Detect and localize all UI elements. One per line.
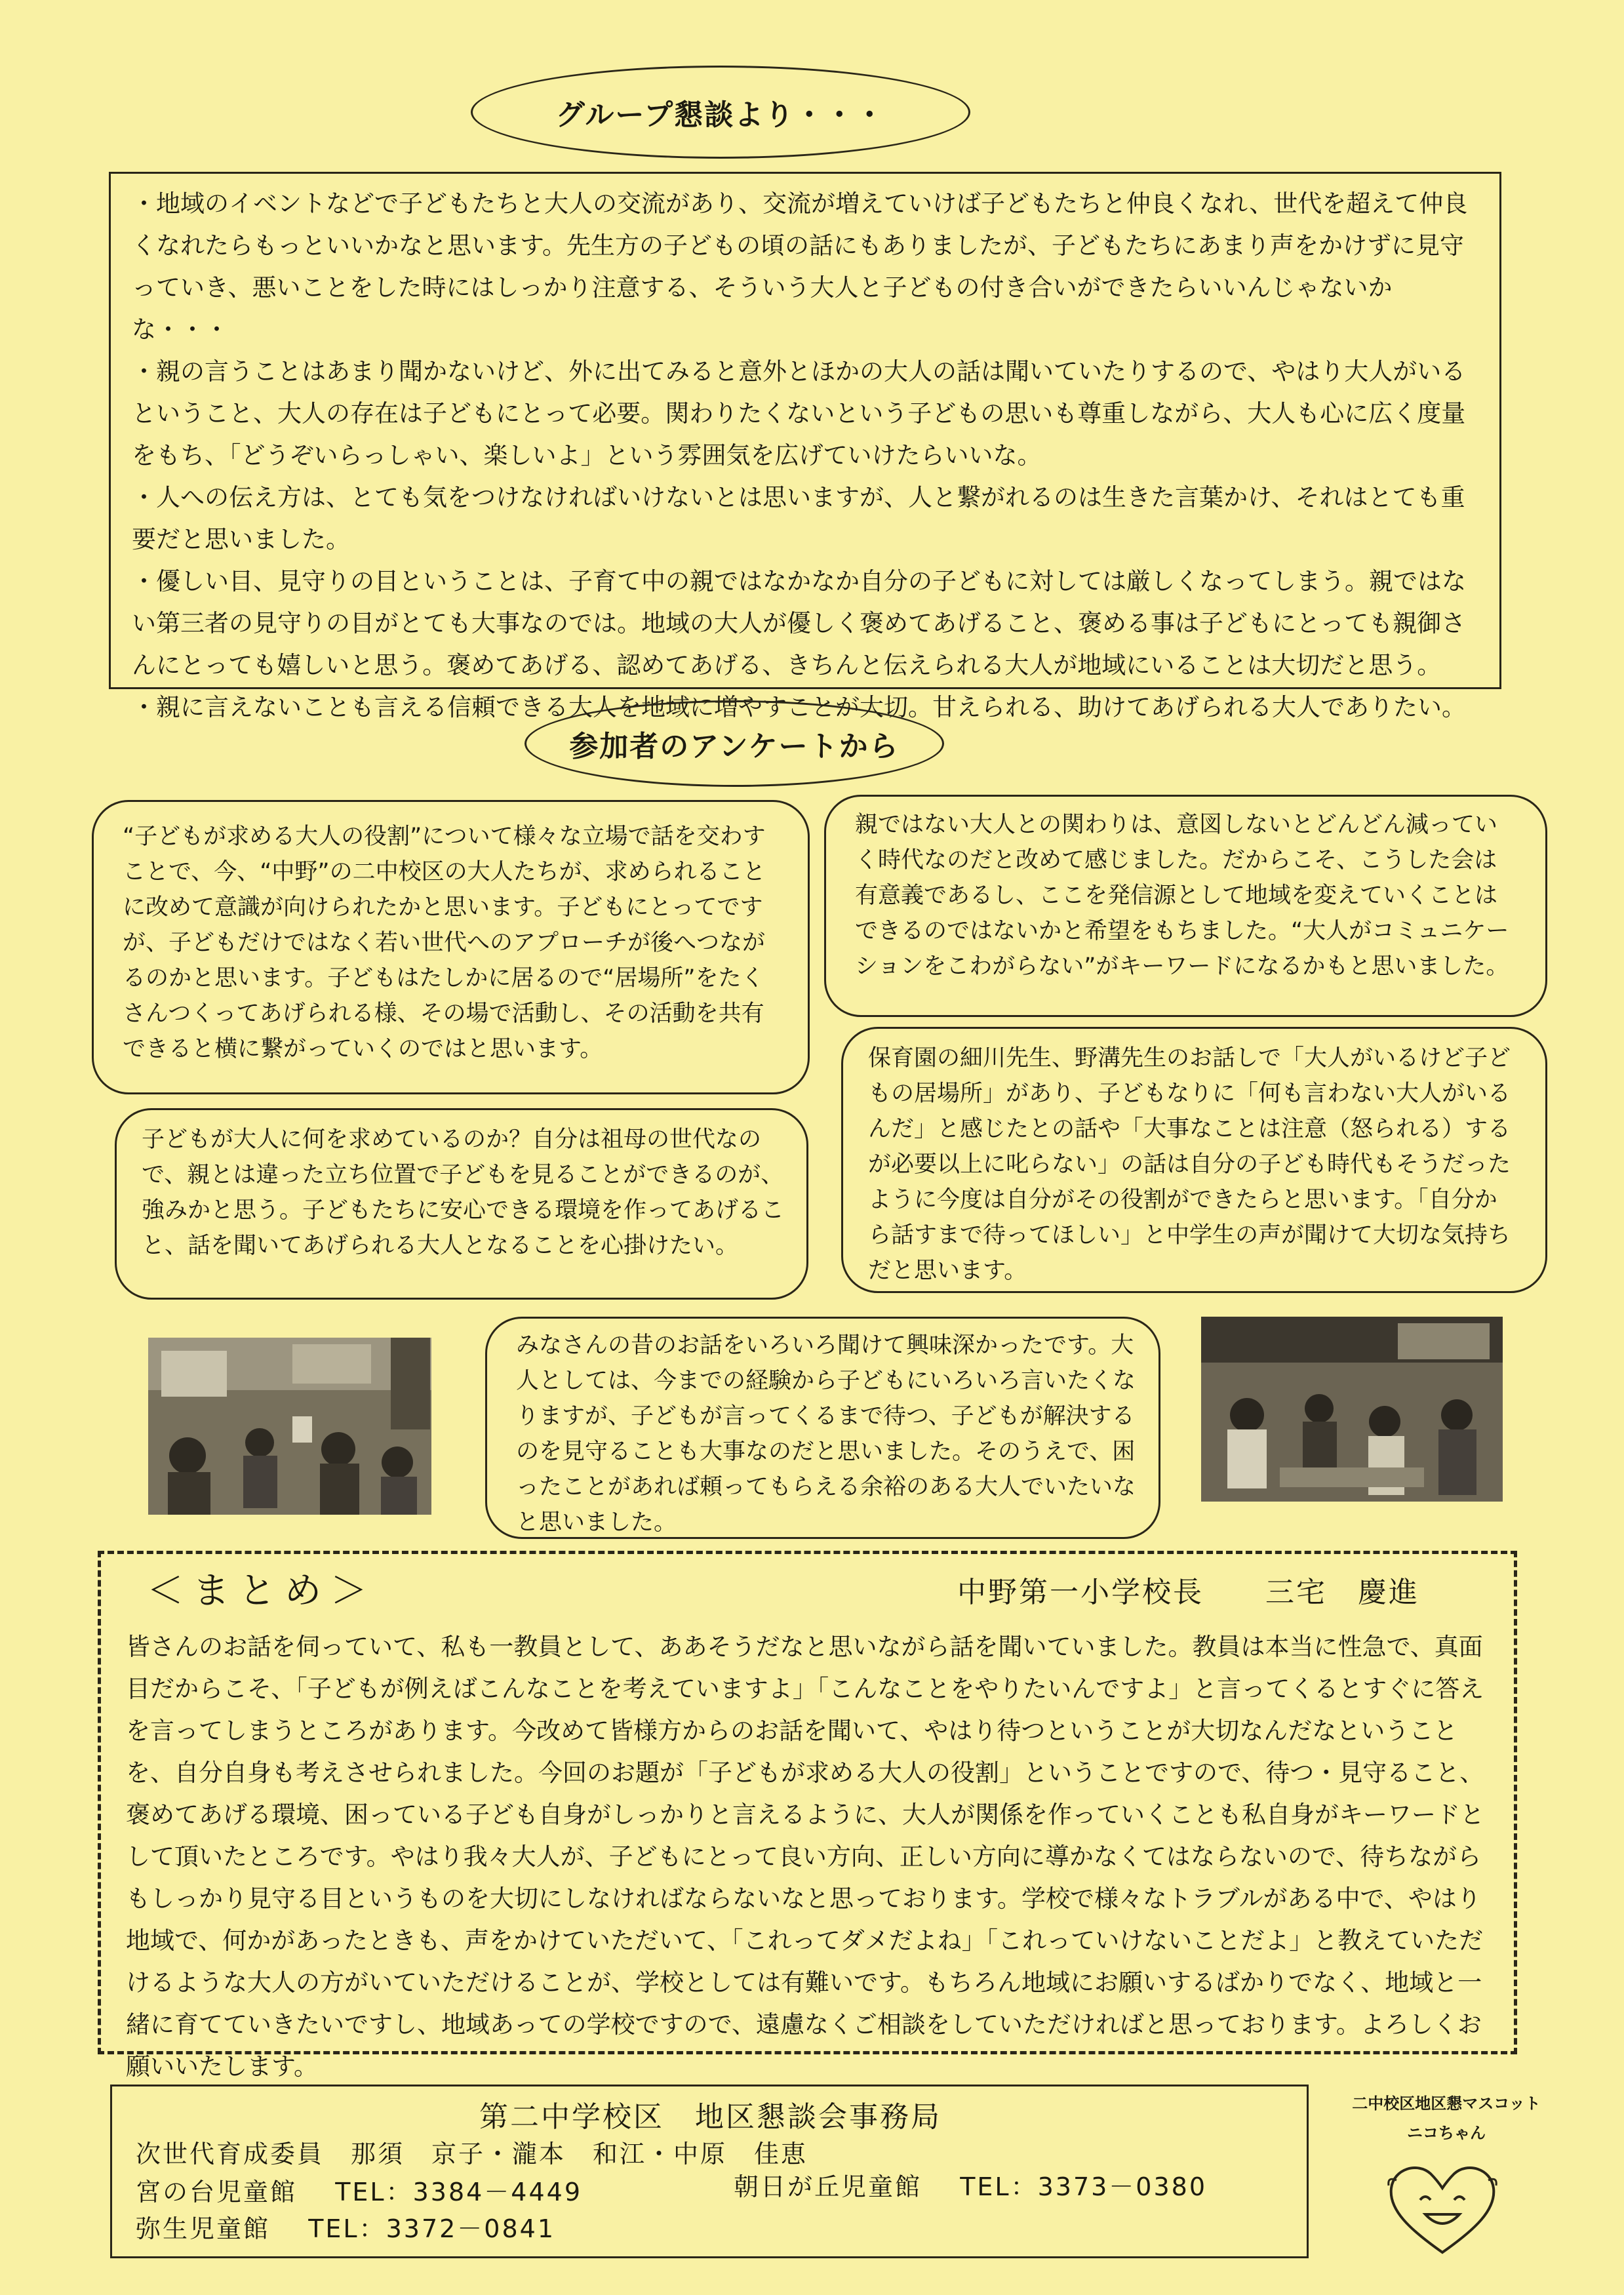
footer-box [110,2085,1309,2258]
summary-author-row [957,1568,1419,1610]
list-item: ・地域のイベントなどで子どもたちと大人の交流があり、交流が増えていけば子どもたちと仲良くなれ、世代を超えて仲良くなれたらもっといいかなと思います。先生方の子どもの頃の話にもありましたが、子どもたちにあまり声をかけずに見守っていき、悪いことをした時にはしっかり注意する、そういう大人と子どもの付き合いができたらいいんじゃないかな・・・ [132,190,1468,344]
venue-1-name: 宮の台児童館 [136,2178,298,2206]
venue-3-tel: TEL：3372－0841 [308,2214,556,2243]
list-item: ・人への伝え方は、とても気をつけなければいけないとは思いますが、人と繋がれるのは生きた言葉かけ、それはとても重要だと思いました。 [132,483,1465,553]
summary-title: ＜まとめ＞ [147,1570,376,1612]
survey-heading: 参加者のアンケートから [525,700,944,787]
footer-members: 次世代育成委員 那須 京子・瀧本 和江・中原 佳恵 [136,2140,808,2168]
mascot-caption-line2: ニコちゃん [1407,2124,1486,2142]
list-item: ・親の言うことはあまり聞かないけど、外に出てみると意外とほかの大人の話は聞いていたりするので、やはり大人がいるということ、大人の存在は子どもにとって必要。関わりたくないという子どもの思いも尊重しながら、大人も心に広く度量をもち、「どうぞいらっしゃい、楽しいよ」という雰囲気を広げていけたらいいな。 [132,357,1466,469]
summary-body: 皆さんのお話を伺っていて、私も一教員として、ああそうだなと思いながら話を聞いていました。教員は本当に性急で、真面目だからこそ、「子どもが例えばこんなことを考えていますよ」「こんなことをやりたいんですよ」と言ってくるとすぐに答えを言ってしまうところがあります。今改めて皆様方からのお話を聞いて、やはり待つということが大切なんだなということを、自分自身も考えさせられました。今回のお題が「子どもが求める大人の役割」ということですので、待つ・見守ること、褒めてあげる環境、困っている子ども自身がしっかりと言えるように、大人が関係を作っていくことも私自身がキーワードとして頂いたところです。やはり我々大人が、子どもにとって良い方向、正しい方向に導かなくてはならないので、待ちながらもしっかり見守る目というものを大切にしなければならないなと思っております。学校で様々なトラブルがある中で、やはり地域で、何かがあったときも、声をかけていただいて、「これってダメだよね」「これっていけないことだよ」と教えていただけるような大人の方がいていただけることが、学校としては有難いです。もちろん地域にお願いするばかりでなく、地域と一緒に育てていきたいですし、地域あっての学校ですので、遠慮なくご相談をしていただければと思っております。よろしくお願いいたします。 [126,1633,1484,2081]
survey-comment-4: 保育園の細川先生、野溝先生のお話しで「大人がいるけど子どもの居場所」があり、子どもなりに「何も言わない大人がいるんだ」と感じたとの話や「大事なことは注意（怒られる）するが必要以上に叱らない」の話は自分の子ども時代もそうだったように今度は自分がその役割ができたらと思います。「自分から話すまで待ってほしい」と中学生の声が聞けて大切な気持ちだと思います。 [841,1027,1547,1293]
venue-3-name: 弥生児童館 [136,2214,271,2243]
survey-comment-2: 親ではない大人との関わりは、意図しないとどんどん減っていく時代なのだと改めて感じました。だからこそ、こうした会は有意義であるし、ここを発信源として地域を変えていくことはできるのではないかと希望をもちました。“大人がコミュニケーションをこわがらない”がキーワードになるかもと思いました。 [824,795,1547,1017]
footer-title: 第二中学校区 地区懇談会事務局 [479,2100,941,2134]
group-discussion-box [109,172,1501,721]
mascot-caption-line1: 二中校区地区懇マスコット [1352,2094,1541,2113]
survey-comment-5: みなさんの昔のお話をいろいろ聞けて興味深かったです。大人としては、今までの経験から子どもにいろいろ言いたくなりますが、子どもが言ってくるまで待つ、子どもが解決するのを見守ることも大事なのだと思いました。そのうえで、困ったことがあれば頼ってもらえる余裕のある大人でいたいなと思いました。 [485,1317,1160,1539]
venue-1-tel: TEL：3384－4449 [335,2178,583,2206]
list-item: ・親に言えないことも言える信頼できる大人を地域に増やすことが大切。甘えられる、助けてあげられる大人でありたい。 [132,693,1466,721]
survey-comment-1: “子どもが求める大人の役割”について様々な立場で話を交わすことで、今、“中野”の二中校区の大人たちが、求められることに改めて意識が向けられたかと思います。子どもにとってですが、子どもだけではなく若い世代へのアプローチが後へつながるのかと思います。子どもはたしかに居るので“居場所”をたくさんつくってあげられる様、その場で活動し、その活動を共有できると横に繋がっていくのではと思います。 [92,800,810,1094]
group-discussion-heading: グループ懇談より・・・ [471,66,970,159]
mascot-caption [1335,2090,1558,2143]
summary-title-row [147,1562,376,1614]
summary-box [98,1551,1517,2081]
summary-author: 中野第一小学校長 三宅 慶進 [957,1576,1419,1609]
meeting-photo-right [1201,1317,1503,1502]
venue-2-name: 朝日が丘児童館 [734,2172,922,2201]
venue-2-tel: TEL：3373－0380 [960,2172,1208,2201]
mascot-heart-icon [1383,2154,1501,2259]
list-item: ・優しい目、見守りの目ということは、子育て中の親ではなかなか自分の子どもに対しては厳しくなってしまう。親ではない第三者の見守りの目がとても大事なのでは。地域の大人が優しく褒めてあげること、褒める事は子どもにとっても親御さんにとっても嬉しいと思う。褒めてあげる、認めてあげる、きちんと伝えられる大人が地域にいることは大切だと思う。 [132,567,1466,679]
meeting-photo-left [148,1338,431,1515]
survey-comment-3: 子どもが大人に何を求めているのか？自分は祖母の世代なので、親とは違った立ち位置で子どもを見ることができるのが、強みかと思う。子どもたちに安心できる環境を作ってあげること、話を聞いてあげられる大人となることを心掛けたい。 [115,1108,808,1300]
